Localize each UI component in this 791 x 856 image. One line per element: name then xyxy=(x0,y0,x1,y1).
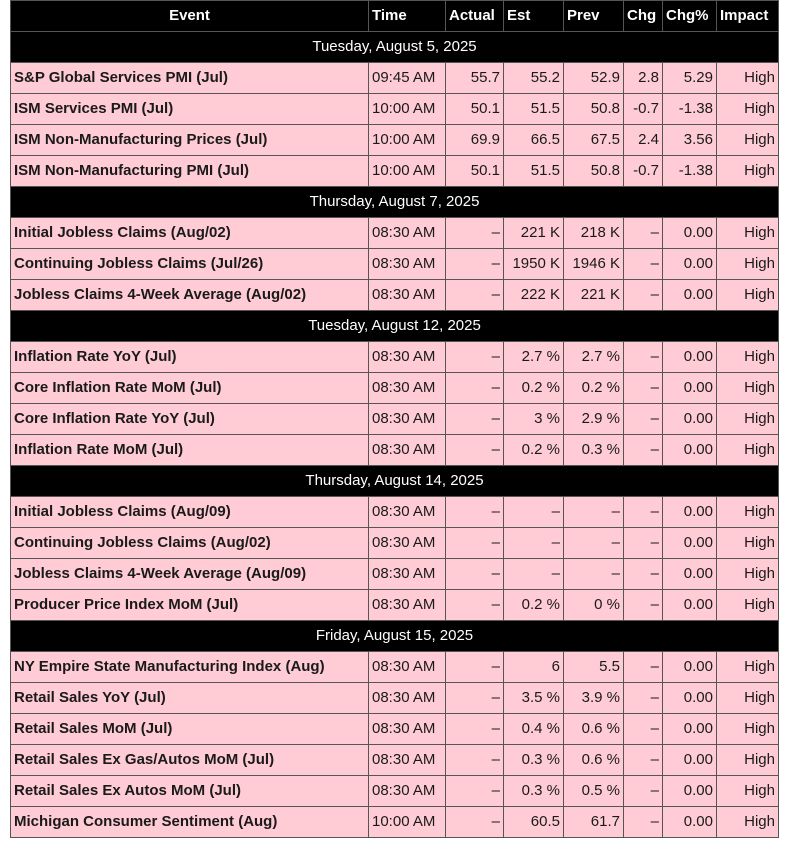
chg-pct-value: 5.29 xyxy=(663,63,717,94)
actual-value: – xyxy=(446,745,504,776)
actual-value: – xyxy=(446,280,504,311)
actual-value: – xyxy=(446,435,504,466)
actual-value: – xyxy=(446,342,504,373)
date-group-label: Thursday, August 14, 2025 xyxy=(11,466,779,497)
table-body xyxy=(11,32,779,838)
chg-value: – xyxy=(624,528,663,559)
table-row[interactable] xyxy=(11,528,779,559)
est-value: 0.3 % xyxy=(504,745,564,776)
impact-value: High xyxy=(717,683,779,714)
impact-value: High xyxy=(717,373,779,404)
actual-value: – xyxy=(446,404,504,435)
actual-value: – xyxy=(446,373,504,404)
actual-value: 50.1 xyxy=(446,156,504,187)
est-value: 60.5 xyxy=(504,807,564,838)
chg-value: – xyxy=(624,559,663,590)
column-header-est[interactable]: Est xyxy=(504,1,564,32)
event-name[interactable]: ISM Services PMI (Jul) xyxy=(11,94,369,125)
event-time: 10:00 AM xyxy=(369,94,446,125)
impact-value: High xyxy=(717,218,779,249)
event-time: 10:00 AM xyxy=(369,807,446,838)
event-time: 08:30 AM xyxy=(369,249,446,280)
column-header-chg[interactable]: Chg xyxy=(624,1,663,32)
chg-pct-value: 3.56 xyxy=(663,125,717,156)
prev-value: 218 K xyxy=(564,218,624,249)
prev-value: 52.9 xyxy=(564,63,624,94)
impact-value: High xyxy=(717,497,779,528)
prev-value: 50.8 xyxy=(564,156,624,187)
impact-value: High xyxy=(717,249,779,280)
impact-value: High xyxy=(717,807,779,838)
table-row[interactable] xyxy=(11,404,779,435)
date-group-row xyxy=(11,311,779,342)
impact-value: High xyxy=(717,559,779,590)
table-row[interactable] xyxy=(11,280,779,311)
chg-pct-value: -1.38 xyxy=(663,156,717,187)
prev-value: 0.6 % xyxy=(564,714,624,745)
chg-pct-value: 0.00 xyxy=(663,807,717,838)
event-time: 08:30 AM xyxy=(369,497,446,528)
event-name[interactable]: Core Inflation Rate YoY (Jul) xyxy=(11,404,369,435)
date-group-label: Thursday, August 7, 2025 xyxy=(11,187,779,218)
event-name[interactable]: Inflation Rate MoM (Jul) xyxy=(11,435,369,466)
prev-value: 0.2 % xyxy=(564,373,624,404)
impact-value: High xyxy=(717,652,779,683)
table-row[interactable] xyxy=(11,125,779,156)
table-row[interactable] xyxy=(11,218,779,249)
event-time: 08:30 AM xyxy=(369,590,446,621)
impact-value: High xyxy=(717,776,779,807)
chg-value: – xyxy=(624,435,663,466)
est-value: – xyxy=(504,528,564,559)
impact-value: High xyxy=(717,94,779,125)
actual-value: – xyxy=(446,714,504,745)
chg-pct-value: 0.00 xyxy=(663,497,717,528)
chg-value: – xyxy=(624,590,663,621)
economic-calendar-table xyxy=(10,0,779,838)
table-row[interactable] xyxy=(11,342,779,373)
chg-value: – xyxy=(624,497,663,528)
event-time: 08:30 AM xyxy=(369,280,446,311)
chg-value: – xyxy=(624,683,663,714)
actual-value: – xyxy=(446,776,504,807)
date-group-label: Tuesday, August 5, 2025 xyxy=(11,32,779,63)
date-group-label: Tuesday, August 12, 2025 xyxy=(11,311,779,342)
est-value: 0.2 % xyxy=(504,373,564,404)
chg-value: – xyxy=(624,249,663,280)
table-row[interactable] xyxy=(11,373,779,404)
event-name[interactable]: Michigan Consumer Sentiment (Aug) xyxy=(11,807,369,838)
chg-value: – xyxy=(624,714,663,745)
impact-value: High xyxy=(717,714,779,745)
chg-pct-value: 0.00 xyxy=(663,776,717,807)
prev-value: 61.7 xyxy=(564,807,624,838)
column-header-chg-pct[interactable]: Chg% xyxy=(663,1,717,32)
table-row[interactable] xyxy=(11,94,779,125)
header-row xyxy=(11,1,779,32)
chg-value: – xyxy=(624,342,663,373)
est-value: 222 K xyxy=(504,280,564,311)
chg-value: – xyxy=(624,373,663,404)
actual-value: – xyxy=(446,218,504,249)
table-row[interactable] xyxy=(11,807,779,838)
est-value: 6 xyxy=(504,652,564,683)
chg-value: – xyxy=(624,652,663,683)
est-value: 51.5 xyxy=(504,94,564,125)
event-name[interactable]: Core Inflation Rate MoM (Jul) xyxy=(11,373,369,404)
event-time: 10:00 AM xyxy=(369,125,446,156)
prev-value: 2.7 % xyxy=(564,342,624,373)
est-value: 66.5 xyxy=(504,125,564,156)
chg-pct-value: 0.00 xyxy=(663,652,717,683)
event-name[interactable]: NY Empire State Manufacturing Index (Aug) xyxy=(11,652,369,683)
chg-value: -0.7 xyxy=(624,156,663,187)
date-group-row xyxy=(11,187,779,218)
event-time: 09:45 AM xyxy=(369,63,446,94)
table-row[interactable] xyxy=(11,745,779,776)
table-row[interactable] xyxy=(11,249,779,280)
event-name[interactable]: Initial Jobless Claims (Aug/09) xyxy=(11,497,369,528)
table-row[interactable] xyxy=(11,683,779,714)
actual-value: 69.9 xyxy=(446,125,504,156)
impact-value: High xyxy=(717,435,779,466)
est-value: 0.3 % xyxy=(504,776,564,807)
column-header-impact[interactable]: Impact xyxy=(717,1,779,32)
prev-value: 50.8 xyxy=(564,94,624,125)
date-group-row xyxy=(11,466,779,497)
actual-value: – xyxy=(446,683,504,714)
date-group-label: Friday, August 15, 2025 xyxy=(11,621,779,652)
event-time: 08:30 AM xyxy=(369,404,446,435)
actual-value: 55.7 xyxy=(446,63,504,94)
event-time: 08:30 AM xyxy=(369,745,446,776)
prev-value: – xyxy=(564,497,624,528)
impact-value: High xyxy=(717,528,779,559)
chg-value: 2.8 xyxy=(624,63,663,94)
chg-value: – xyxy=(624,807,663,838)
est-value: 3 % xyxy=(504,404,564,435)
prev-value: 67.5 xyxy=(564,125,624,156)
event-name[interactable]: ISM Non-Manufacturing PMI (Jul) xyxy=(11,156,369,187)
actual-value: – xyxy=(446,559,504,590)
prev-value: 1946 K xyxy=(564,249,624,280)
prev-value: 5.5 xyxy=(564,652,624,683)
event-time: 08:30 AM xyxy=(369,559,446,590)
impact-value: High xyxy=(717,63,779,94)
prev-value: 0.6 % xyxy=(564,745,624,776)
chg-value: – xyxy=(624,404,663,435)
event-name[interactable]: S&P Global Services PMI (Jul) xyxy=(11,63,369,94)
impact-value: High xyxy=(717,125,779,156)
prev-value: – xyxy=(564,528,624,559)
impact-value: High xyxy=(717,404,779,435)
date-group-row xyxy=(11,32,779,63)
table-row[interactable] xyxy=(11,435,779,466)
actual-value: – xyxy=(446,497,504,528)
chg-value: -0.7 xyxy=(624,94,663,125)
chg-value: – xyxy=(624,776,663,807)
chg-pct-value: 0.00 xyxy=(663,683,717,714)
chg-value: 2.4 xyxy=(624,125,663,156)
table-row[interactable] xyxy=(11,652,779,683)
est-value: 55.2 xyxy=(504,63,564,94)
est-value: 2.7 % xyxy=(504,342,564,373)
actual-value: – xyxy=(446,590,504,621)
event-time: 08:30 AM xyxy=(369,435,446,466)
event-name[interactable]: Retail Sales MoM (Jul) xyxy=(11,714,369,745)
event-name[interactable]: Jobless Claims 4-Week Average (Aug/02) xyxy=(11,280,369,311)
actual-value: – xyxy=(446,807,504,838)
chg-pct-value: 0.00 xyxy=(663,342,717,373)
prev-value: 221 K xyxy=(564,280,624,311)
chg-pct-value: 0.00 xyxy=(663,404,717,435)
chg-pct-value: 0.00 xyxy=(663,559,717,590)
impact-value: High xyxy=(717,156,779,187)
event-name[interactable]: Retail Sales Ex Autos MoM (Jul) xyxy=(11,776,369,807)
est-value: 221 K xyxy=(504,218,564,249)
table-header xyxy=(11,1,779,32)
event-time: 08:30 AM xyxy=(369,373,446,404)
actual-value: – xyxy=(446,528,504,559)
chg-value: – xyxy=(624,218,663,249)
impact-value: High xyxy=(717,280,779,311)
prev-value: 0.3 % xyxy=(564,435,624,466)
chg-pct-value: 0.00 xyxy=(663,590,717,621)
prev-value: – xyxy=(564,559,624,590)
est-value: – xyxy=(504,559,564,590)
chg-pct-value: 0.00 xyxy=(663,280,717,311)
prev-value: 2.9 % xyxy=(564,404,624,435)
est-value: 0.4 % xyxy=(504,714,564,745)
table-row[interactable] xyxy=(11,156,779,187)
date-group-row xyxy=(11,621,779,652)
event-name[interactable]: ISM Non-Manufacturing Prices (Jul) xyxy=(11,125,369,156)
event-name[interactable]: Retail Sales YoY (Jul) xyxy=(11,683,369,714)
actual-value: – xyxy=(446,652,504,683)
column-header-prev[interactable]: Prev xyxy=(564,1,624,32)
event-time: 08:30 AM xyxy=(369,342,446,373)
event-time: 08:30 AM xyxy=(369,714,446,745)
est-value: 0.2 % xyxy=(504,435,564,466)
chg-pct-value: 0.00 xyxy=(663,714,717,745)
chg-value: – xyxy=(624,745,663,776)
event-name[interactable]: Continuing Jobless Claims (Aug/02) xyxy=(11,528,369,559)
chg-value: – xyxy=(624,280,663,311)
chg-pct-value: 0.00 xyxy=(663,435,717,466)
est-value: – xyxy=(504,497,564,528)
est-value: 51.5 xyxy=(504,156,564,187)
event-time: 08:30 AM xyxy=(369,776,446,807)
chg-pct-value: 0.00 xyxy=(663,373,717,404)
column-header-actual[interactable]: Actual xyxy=(446,1,504,32)
column-header-time[interactable]: Time xyxy=(369,1,446,32)
table-row[interactable] xyxy=(11,497,779,528)
prev-value: 3.9 % xyxy=(564,683,624,714)
actual-value: 50.1 xyxy=(446,94,504,125)
chg-pct-value: 0.00 xyxy=(663,745,717,776)
impact-value: High xyxy=(717,745,779,776)
event-name[interactable]: Continuing Jobless Claims (Jul/26) xyxy=(11,249,369,280)
chg-pct-value: 0.00 xyxy=(663,528,717,559)
prev-value: 0.5 % xyxy=(564,776,624,807)
est-value: 3.5 % xyxy=(504,683,564,714)
table-row[interactable] xyxy=(11,559,779,590)
chg-pct-value: 0.00 xyxy=(663,218,717,249)
actual-value: – xyxy=(446,249,504,280)
impact-value: High xyxy=(717,590,779,621)
event-time: 08:30 AM xyxy=(369,683,446,714)
table-row[interactable] xyxy=(11,63,779,94)
event-time: 10:00 AM xyxy=(369,156,446,187)
event-name[interactable]: Inflation Rate YoY (Jul) xyxy=(11,342,369,373)
column-header-event[interactable]: Event xyxy=(11,1,369,32)
event-name[interactable]: Producer Price Index MoM (Jul) xyxy=(11,590,369,621)
chg-pct-value: -1.38 xyxy=(663,94,717,125)
est-value: 0.2 % xyxy=(504,590,564,621)
chg-pct-value: 0.00 xyxy=(663,249,717,280)
est-value: 1950 K xyxy=(504,249,564,280)
event-name[interactable]: Initial Jobless Claims (Aug/02) xyxy=(11,218,369,249)
event-name[interactable]: Jobless Claims 4-Week Average (Aug/09) xyxy=(11,559,369,590)
prev-value: 0 % xyxy=(564,590,624,621)
calendar-container xyxy=(10,0,778,838)
event-name[interactable]: Retail Sales Ex Gas/Autos MoM (Jul) xyxy=(11,745,369,776)
event-time: 08:30 AM xyxy=(369,652,446,683)
event-time: 08:30 AM xyxy=(369,528,446,559)
event-time: 08:30 AM xyxy=(369,218,446,249)
table-row[interactable] xyxy=(11,590,779,621)
table-row[interactable] xyxy=(11,714,779,745)
impact-value: High xyxy=(717,342,779,373)
table-row[interactable] xyxy=(11,776,779,807)
